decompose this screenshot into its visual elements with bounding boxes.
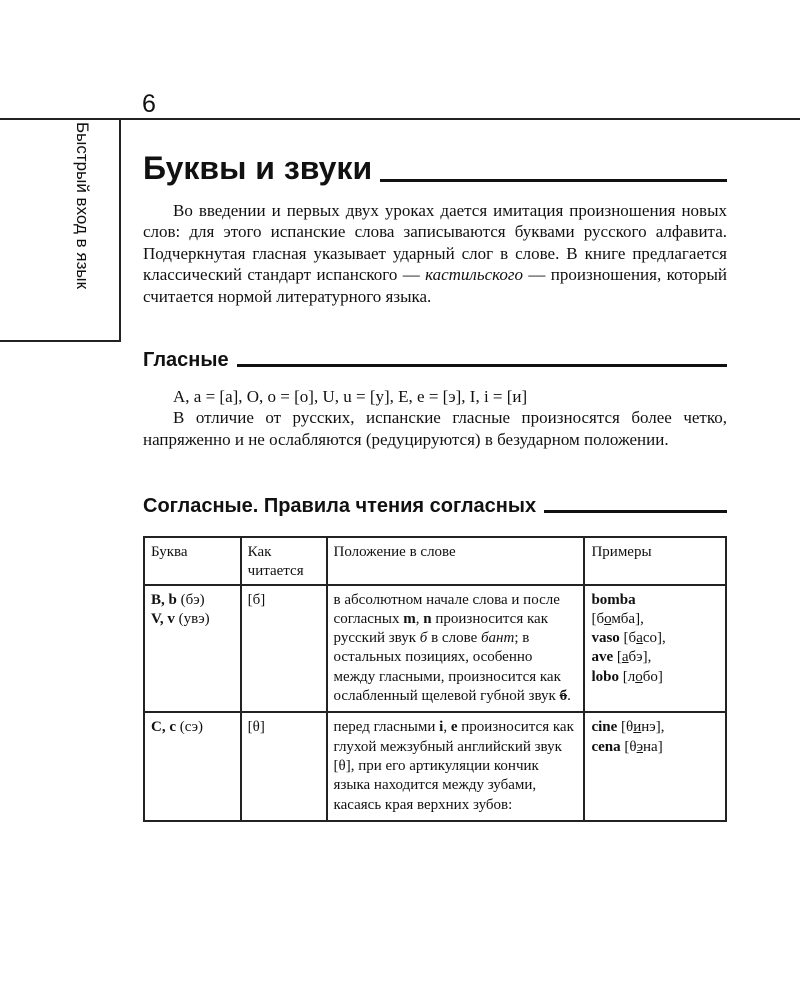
letter-cell: C, c (сэ) bbox=[144, 712, 241, 820]
vowels-paragraph bbox=[143, 386, 727, 450]
vowels-text: В отличие от русских, испанские гласные произносятся более четко, напряженно и не ослабляются (редуцируются) в безударном положении. bbox=[143, 408, 727, 449]
reading-cell: [θ] bbox=[241, 712, 327, 820]
heading-rule bbox=[380, 179, 727, 182]
intro-text-1: Во введении и первых двух уроках дается имитация произношения новых слов: для этого испанские слова записываются буквами русского алфавита. Подчеркнутая гласная указывает ударный слог в слове. В книге предлагается классический стандарт испанского — bbox=[143, 201, 727, 285]
vowels-title: Гласные bbox=[143, 349, 229, 371]
heading-rule bbox=[237, 364, 727, 367]
examples-cell bbox=[584, 585, 726, 713]
consonants-heading bbox=[143, 495, 727, 518]
example-item: lobo [лобо] bbox=[591, 668, 663, 685]
vowels-list: A, a = [а], O, o = [о], U, u = [у], E, e = [э], I, i = [и] bbox=[173, 387, 528, 406]
consonants-table bbox=[143, 536, 727, 822]
intro-italic: кастильского bbox=[425, 265, 524, 285]
example-item: cine [θинэ], bbox=[591, 719, 665, 736]
example-item: bomba [бомба], bbox=[591, 591, 644, 627]
column-header: Положение в слове bbox=[327, 537, 585, 585]
example-item: cena [θэна] bbox=[591, 738, 663, 755]
reading-cell: [б] bbox=[241, 585, 327, 713]
consonants-title: Согласные. Правила чтения согласных bbox=[143, 495, 537, 517]
page-number: 6 bbox=[142, 90, 156, 118]
column-header: Как читается bbox=[241, 537, 327, 585]
side-tab bbox=[0, 118, 121, 342]
intro-paragraph bbox=[143, 200, 727, 307]
section-heading bbox=[143, 150, 727, 187]
heading-rule bbox=[544, 510, 727, 513]
section-title: Буквы и звуки bbox=[143, 150, 373, 186]
example-item: vaso [басо], bbox=[591, 630, 666, 647]
table-row bbox=[144, 585, 726, 713]
side-tab-label: Быстрый вход в язык bbox=[73, 122, 92, 290]
top-rule bbox=[121, 118, 800, 120]
column-header: Примеры bbox=[584, 537, 726, 585]
letter-cell: B, b (бэ) V, v (увэ) bbox=[144, 585, 241, 713]
table-header-row bbox=[144, 537, 726, 585]
intro-text-2: — произношения, который считается нормой литературного языка. bbox=[143, 265, 727, 306]
vowels-heading bbox=[143, 349, 727, 372]
examples-cell bbox=[584, 712, 726, 820]
position-cell: перед гласными i, e произносится как глухой межзубный английский звук [θ], при его артикуляции кончик языка находится между зубами, касаясь края верхних зубов: bbox=[327, 712, 585, 820]
position-cell: в абсолютном начале слова и после согласных m, n произносится как русский звук б в слове бант; в остальных позициях, особенно между гласными, произносится как ослабленный щелевой губной звук б. bbox=[327, 585, 585, 713]
table-row bbox=[144, 712, 726, 820]
example-item: ave [абэ], bbox=[591, 649, 652, 666]
column-header: Буква bbox=[144, 537, 241, 585]
